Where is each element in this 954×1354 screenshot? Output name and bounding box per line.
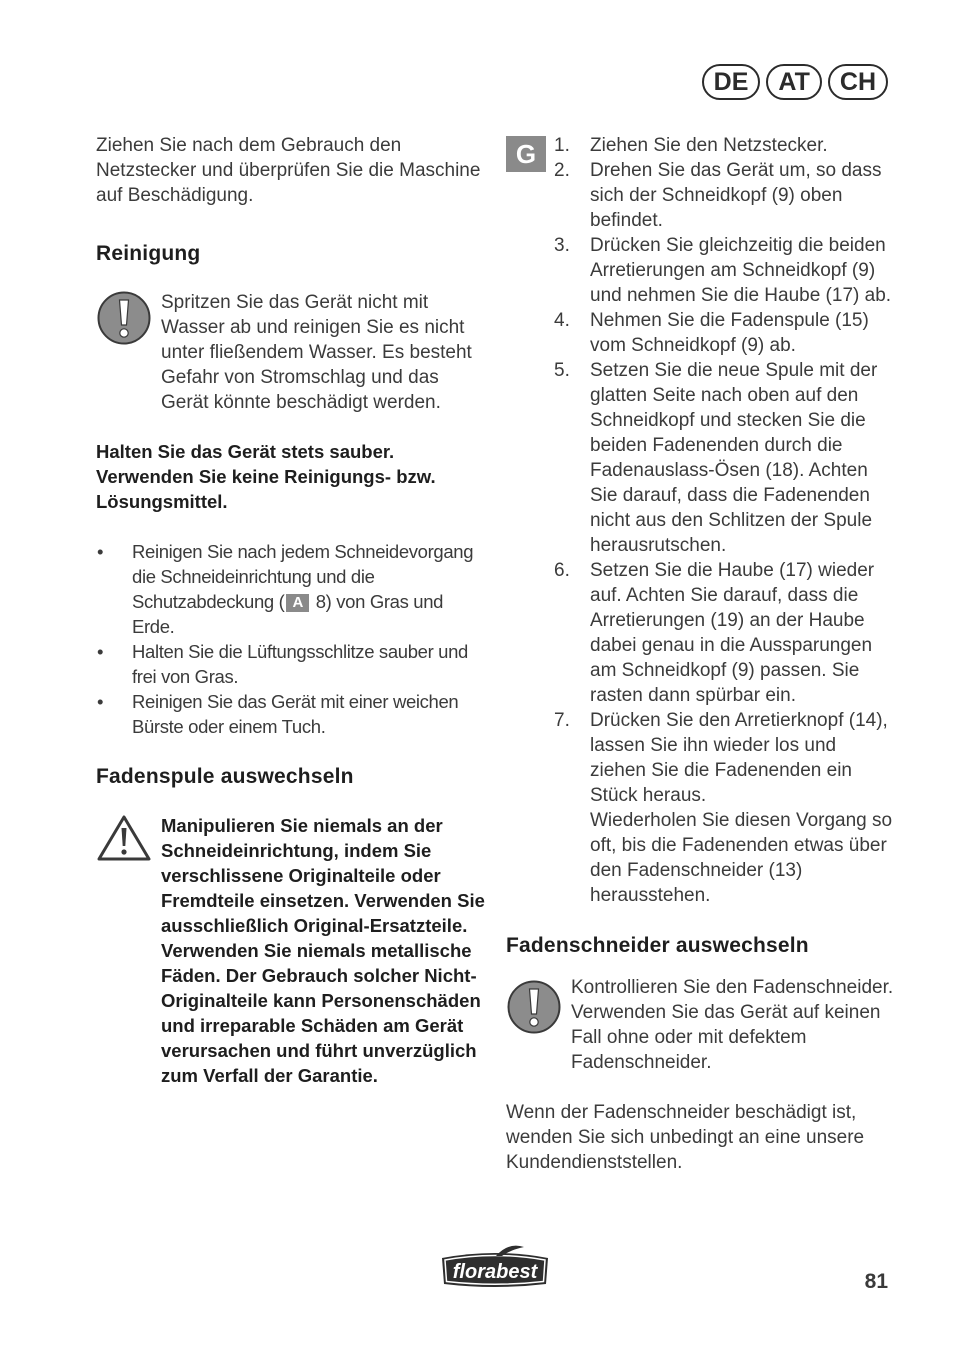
- list-item: • Reinigen Sie das Gerät mit einer weichen Bürste oder einem Tuch.: [96, 689, 488, 739]
- step-text: Setzen Sie die Haube (17) wieder auf. Achten Sie darauf, dass die Arretierungen (19) an der Haube dabei genau in die Aussparungen am Schneidkopf (9) passen. Sie rasten dann spürbar ein.: [590, 560, 875, 706]
- page-number: 81: [864, 1270, 888, 1293]
- list-item: [506, 133, 896, 158]
- figure-tag-a: A: [286, 594, 308, 612]
- exclamation-circle-icon: [506, 979, 562, 1035]
- badge-de: DE: [702, 64, 761, 100]
- closing-paragraph: Wenn der Fadenschneider beschädigt ist, wenden Sie sich unbedingt an eine unsere Kundendienststellen.: [506, 1102, 865, 1173]
- step-number: 2.: [554, 160, 570, 181]
- bold-paragraph: Halten Sie das Gerät stets sauber. Verwenden Sie keine Reinigungs- bzw. Lösungsmittel.: [96, 441, 436, 512]
- step-text: Drehen Sie das Gerät um, so dass sich der Schneidkopf (9) oben befindet.: [590, 160, 882, 231]
- cleaning-bullet-list: [96, 539, 488, 739]
- warning-block: [96, 813, 488, 1088]
- intro-paragraph: Ziehen Sie nach dem Gebrauch den Netzstecker und überprüfen Sie die Maschine auf Beschädigung.: [96, 135, 481, 206]
- step-text: Drücken Sie gleichzeitig die beiden Arretierungen am Schneidkopf (9) und nehmen Sie die Haube (17) ab.: [590, 235, 892, 306]
- notice-text-1: Spritzen Sie das Gerät nicht mit Wasser ab und reinigen Sie es nicht unter fließendem Wasser. Es besteht Gefahr von Stromschlag und das Gerät könnte beschädigt werden.: [161, 292, 472, 413]
- replacement-steps: [506, 133, 896, 908]
- list-item: [506, 158, 896, 233]
- exclamation-circle-icon: [96, 290, 152, 346]
- logo-graphic: [438, 1244, 552, 1290]
- list-item: [96, 539, 488, 639]
- logo-text: florabest: [452, 1261, 538, 1283]
- step-number: 1.: [554, 135, 570, 156]
- notice-block-1: [96, 290, 488, 415]
- step-text: Nehmen Sie die Fadenspule (15) vom Schneidkopf (9) ab.: [590, 310, 869, 356]
- list-item: [506, 708, 896, 908]
- list-item: [506, 558, 896, 708]
- warning-triangle-icon: [96, 811, 152, 867]
- section-heading-fadenschneider: Fadenschneider auswechseln: [506, 934, 809, 957]
- step-text: Setzen Sie die neue Spule mit der glatten Seite nach oben auf den Schneidkopf und stecken Sie die beiden Fadenenden durch die Fadenauslass-Ösen (18). Achten Sie darauf, dass die Fadenenden nicht aus den Schlitzen der Spule herausrutschen.: [590, 360, 878, 556]
- step-number: 7.: [554, 710, 570, 731]
- step-extra-text: Wiederholen Sie diesen Vorgang so oft, bis die Fadenenden etwas über den Fadenschneider (13) herausstehen.: [590, 810, 893, 906]
- step-text: Drücken Sie den Arretierknopf (14), lassen Sie ihn wieder los und ziehen Sie die Fadenenden ein Stück heraus.: [590, 710, 888, 806]
- step-number: 6.: [554, 560, 570, 581]
- step-number: 3.: [554, 235, 570, 256]
- figure-tag-g: G: [506, 136, 546, 172]
- bullet-text: Reinigen Sie nach jedem Schneidevorgang die Schneideinrichtung und die Schutzabdeckung (: [132, 541, 474, 612]
- section-heading-reinigung: Reinigung: [96, 242, 201, 265]
- right-column: [506, 133, 896, 1175]
- warning-text: Manipulieren Sie niemals an der Schneideinrichtung, indem Sie verschlissene Originalteile oder Fremdteile einsetzen. Verwenden Sie ausschließlich Original-Ersatzteile. Verwenden Sie niemals metallische Fäden. Der Gebrauch solcher Nicht-Originalteile kann Personenschäden und irreparable Schäden am Gerät verursachen und führt unverzüglich zum Verfall der Garantie.: [161, 815, 485, 1086]
- left-column: [96, 133, 488, 1088]
- notice-block-2: [506, 975, 896, 1075]
- country-badges: [702, 64, 888, 100]
- step-number: 5.: [554, 360, 570, 381]
- list-item: [506, 308, 896, 358]
- list-item: • Halten Sie die Lüftungsschlitze sauber und frei von Gras.: [96, 639, 488, 689]
- badge-ch: CH: [828, 64, 888, 100]
- section-heading-fadenspule: Fadenspule auswechseln: [96, 765, 354, 788]
- list-item: [506, 233, 896, 308]
- step-text: Ziehen Sie den Netzstecker.: [590, 135, 828, 156]
- notice-text-2: Kontrollieren Sie den Fadenschneider. Verwenden Sie das Gerät auf keinen Fall ohne oder mit defektem Fadenschneider.: [571, 977, 894, 1073]
- florabest-logo: [438, 1244, 552, 1295]
- bullet-text: 8) von Gras und Erde.: [132, 591, 444, 637]
- step-number: 4.: [554, 310, 570, 331]
- badge-at: AT: [766, 64, 821, 100]
- list-item: [506, 358, 896, 558]
